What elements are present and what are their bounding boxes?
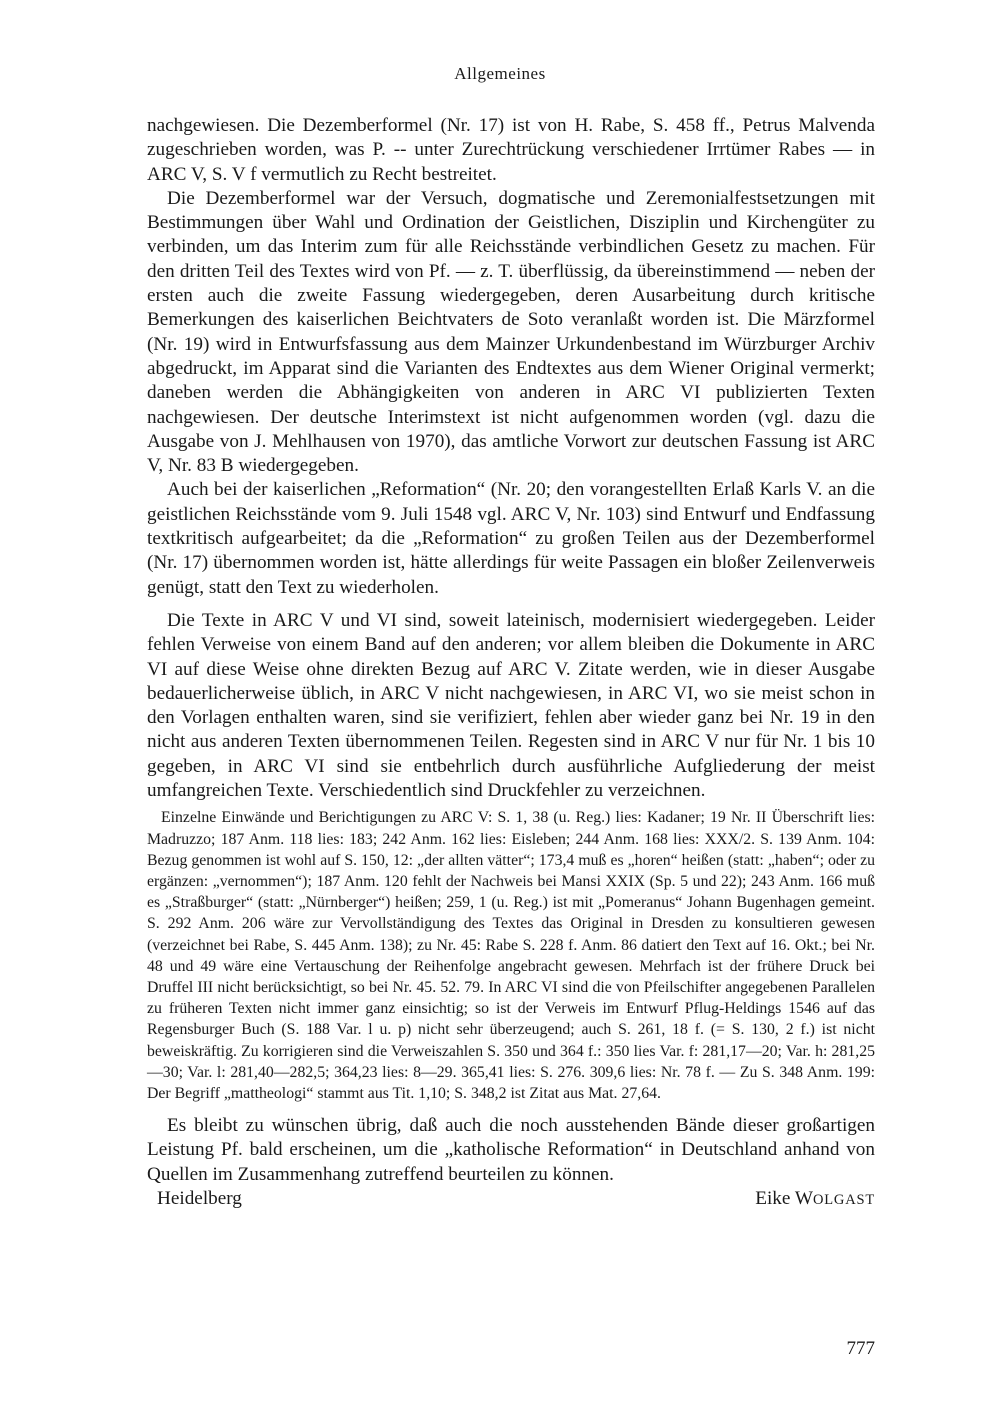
running-head: Allgemeines — [454, 64, 546, 83]
closing-paragraph: Es bleibt zu wünschen übrig, daß auch die noch ausstehenden Bände dieser großartigen Leistung Pf. bald erscheinen, um die „katholische Reformation“ in Deutschland anhand von Quellen im Zusammenhang zutreffend beurteilen zu können. — [147, 1115, 875, 1185]
page-number: 777 — [846, 1338, 875, 1359]
author-surname-initial: W — [794, 1188, 813, 1210]
paragraph-4: Die Texte in ARC V und VI sind, soweit lateinisch, modernisiert wiedergegeben. Leider fehlen Verweise von einem Band auf den anderen; vor allem bleiben die Dokumente in ARC VI auf diese Weise ohne direkten Bezug auf ARC V. Zitate werden, wie in dieser Ausgabe bedauerlicherweise üblich, in ARC V nicht nachgewiesen, in ARC VI, wo sie meist schon in den Vorlagen enthalten waren, sind sie verifiziert, fehlen aber wieder ganz bei Nr. 19 in den nicht aus anderen Texten übernommenen Teilen. Regesten sind in ARC V nur für Nr. 1 bis 10 gegeben, in ARC VI sind sie entbehrlich durch ausführliche Aufgliederung der meist umfangreichen Texte. Verschiedentlich sind Druckfehler zu verzeichnen. — [147, 609, 875, 802]
author-surname-rest: OLGAST — [813, 1192, 875, 1209]
article-body — [147, 114, 875, 1212]
signature-place: Heidelberg — [157, 1188, 242, 1210]
paragraph-1: nachgewiesen. Die Dezemberformel (Nr. 17) ist von H. Rabe, S. 458 ff., Petrus Malvenda zugeschrieben worden, was P. -- unter Zurechtrückung verschiedener Irrtümer Rabes — in ARC V, S. V f vermutlich zu Recht bestreitet. — [147, 115, 875, 185]
paragraph-2: Die Dezemberformel war der Versuch, dogmatische und Zeremonialfestsetzungen mit Bestimmungen über Wahl und Ordination der Geistlichen, Disziplin und Kirchengüter zu verbinden, um das Interim zum für alle Reichsstände verbindlichen Gesetz zu machen. Für den dritten Teil des Textes wird von Pf. — z. T. überflüssig, da übereinstimmend — neben der ersten auch die zweite Fassung wiedergegeben, deren Ausarbeitung durch kritische Bemerkungen des kaiserlichen Beichtvaters de Soto veranlaßt worden ist. Die Märzformel (Nr. 19) wird in Entwurfsfassung aus dem Mainzer Urkundenbestand im Würzburger Archiv abgedruckt, im Apparat sind die Varianten des Endtextes aus dem Wiener Original vermerkt; daneben werden die Abhängigkeiten von anderen in ARC VI publizierten Texten nachgewiesen. Der deutsche Interimstext ist nicht aufgenommen worden (vgl. dazu die Ausgabe von J. Mehlhausen von 1970), das amtliche Vorwort zur deutschen Fassung ist ARC V, Nr. 83 B wiedergegeben. — [147, 187, 875, 477]
signature-author — [755, 1187, 875, 1212]
signature-row — [147, 1187, 875, 1212]
corrections-note: Einzelne Einwände und Berichtigungen zu ARC V: S. 1, 38 (u. Reg.) lies: Kadaner; 19 Nr. II Überschrift lies: Madruzzo; 187 Anm. 118 lies: 183; 242 Anm. 162 lies: Eisleben; 244 Anm. 168 lies: XXX/2. S. 139 Anm. 104: Bezug genommen ist wohl auf S. 150, 12: „der allten vätter“; 173,4 muß es „horen“ heißen (statt: „haben“; oder zu ergänzen: „vernommen“); 187 Anm. 120 fehlt der Nachweis bei Mansi XXIX (Sp. 5 und 22); 243 Anm. 166 muß es „Straßburger“ (statt: „Nürnberger“) heißen; 259, 1 (u. Reg.) ist mit „Pomeranus“ Johann Bugenhagen gemeint. S. 292 Anm. 206 wäre zur Vervollständigung des Textes das Original in Dresden zu konsultieren gewesen (verzeichnet bei Rabe, S. 445 Anm. 138); zu Nr. 45: Rabe S. 228 f. Anm. 86 datiert den Text auf 16. Okt.; bei Nr. 48 und 49 wäre eine Vertauschung der Reihenfolge angebracht gewesen. Mehrfach ist der frühere Druck bei Druffel III nicht berücksichtigt, so bei Nr. 45. 52. 79. In ARC VI sind die von Pfeilschifter angegebenen Parallelen zu früheren Texten nicht immer ganz einsichtig; so ist der Verweis im Entwurf Pflug-Heldings 1546 auf das Regensburger Buch (S. 188 Var. l u. p) nicht sehr überzeugend; auch S. 261, 18 f. (= S. 130, 2 f.) ist nicht beweiskräftig. Zu korrigieren sind die Verweiszahlen S. 350 und 364 f.: 350 lies Var. f: 281,17—20; Var. h: 281,25—30; Var. l: 281,40—282,5; 364,23 lies: 8—29. 365,41 lies: S. 276. 309,6 lies: Nr. 78 f. — Zu S. 348 Anm. 199: Der Begriff „mattheologi“ stammt aus Tit. 1,10; S. 348,2 ist Zitat aus Mat. 27,64. — [147, 809, 875, 1102]
paragraph-3: Auch bei der kaiserlichen „Reformation“ (Nr. 20; den vorangestellten Erlaß Karls V. an die geistlichen Reichsstände vom 9. Juli 1548 vgl. ARC V, Nr. 103) sind Entwurf und Endfassung textkritisch aufgearbeitet; da die „Reformation“ zu großen Teilen aus der Dezemberformel (Nr. 17) übernommen worden ist, hätte allerdings für weite Passagen ein bloßer Zeilenverweis genügt, statt den Text zu wiederholen. — [147, 479, 875, 598]
author-first-name: Eike — [755, 1188, 791, 1210]
